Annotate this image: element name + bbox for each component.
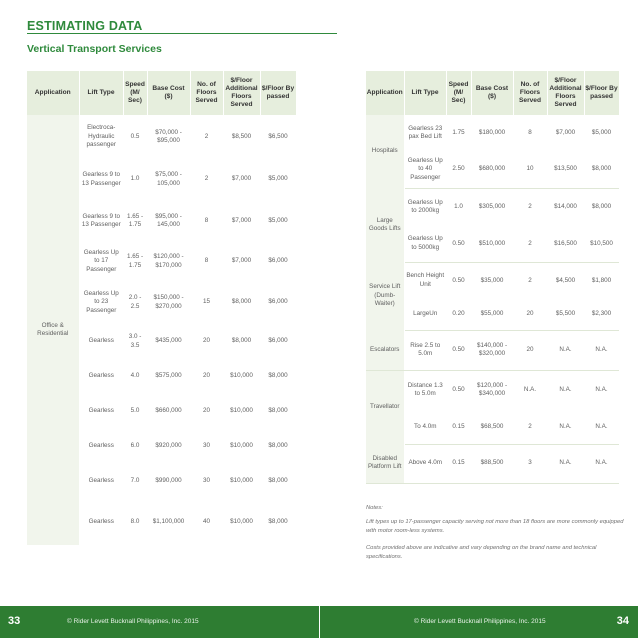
table-cell: $55,000	[471, 299, 513, 330]
table-cell: $8,000	[268, 477, 288, 485]
table-cell: 0.20	[446, 299, 471, 330]
table-cell: $6,000	[268, 257, 288, 265]
table-cell: 6.0	[130, 442, 140, 450]
table-cell: N.A.	[523, 386, 537, 393]
table-cell: 2	[513, 226, 547, 262]
table-cell: $68,500	[471, 410, 513, 444]
table-cell: $8,500	[231, 132, 252, 140]
application-cell: Service Lift (Dumb- Waiter)	[366, 262, 404, 330]
table-cell: N.A.	[547, 444, 584, 483]
table-cell: $5,500	[547, 299, 584, 330]
table-cell: $140,000 - $320,000	[471, 330, 513, 370]
page-number-right: 34	[616, 615, 629, 627]
column-header: $/Floor By passed	[260, 71, 296, 115]
table-cell: $575,000	[155, 372, 182, 380]
table-cell: 2.50	[446, 151, 471, 188]
table-row	[366, 330, 619, 370]
table-cell: 20	[202, 337, 210, 345]
table-cell: $7,000	[231, 175, 252, 183]
table-cell: Distance 1.3 to 5.0m	[407, 381, 443, 398]
table-cell: $660,000	[155, 407, 182, 415]
table-cell: $6,000	[268, 337, 288, 345]
table-cell: 1.0	[130, 175, 140, 183]
table-cell: 1.65 - 1.75	[126, 253, 144, 269]
table-cell: N.A.	[584, 330, 619, 370]
table-cell: $180,000	[478, 128, 506, 136]
table-row	[366, 188, 619, 226]
page-divider	[319, 606, 320, 638]
column-header: Application	[366, 71, 404, 115]
table-cell: LargeUn	[404, 299, 446, 330]
application-cell: Office & Residential	[27, 115, 79, 545]
table-cell: $14,000	[554, 203, 577, 210]
table-cell: $8,000	[268, 372, 288, 380]
table-cell: $16,500	[547, 226, 584, 262]
table-cell: 1.75	[452, 128, 465, 136]
table-row	[366, 410, 619, 444]
table-cell: 2	[528, 276, 532, 284]
copyright-left: © Rider Levett Bucknall Philippines, Inc. 2015	[67, 618, 199, 625]
table-cell: Gearless Up to 2000kg	[407, 198, 443, 215]
table-cell: 20	[202, 407, 210, 415]
table-cell: 30	[202, 477, 210, 485]
table-cell: Gearless	[88, 517, 114, 525]
table-cell: $10,000	[230, 517, 253, 525]
table-row	[366, 299, 619, 330]
table-cell: $70,000 - $95,000	[155, 128, 182, 144]
table-cell: $2,300	[584, 299, 619, 330]
table-cell: $7,000	[231, 216, 252, 224]
table-cell: 0.15	[446, 410, 471, 444]
table-cell: $435,000	[155, 337, 182, 345]
table-cell: 2	[513, 410, 547, 444]
table-row	[27, 115, 296, 159]
table-cell: 8	[528, 128, 532, 136]
table-cell: Gearless	[88, 477, 114, 485]
table-cell: $8,000	[231, 298, 252, 306]
table-cell: 20	[513, 330, 547, 370]
table-cell: $1,100,000	[152, 517, 185, 525]
copyright-right: © Rider Levett Bucknall Philippines, Inc. 2015	[414, 618, 546, 625]
table-cell: 3	[513, 444, 547, 483]
application-cell: Large Goods Lifts	[366, 188, 404, 262]
table-cell: 2	[204, 132, 209, 140]
table-cell: 1.0	[454, 203, 463, 210]
table-cell: 0.50	[446, 330, 471, 370]
header-row	[27, 71, 296, 115]
table-cell: 2	[204, 175, 209, 183]
table-cell: $990,000	[155, 477, 182, 485]
header-row	[366, 71, 619, 115]
table-cell: $35,000	[480, 276, 504, 284]
table-cell: Gearless 9 to 13 Passenger	[81, 212, 121, 228]
footer-bar	[0, 606, 638, 638]
table-row	[366, 444, 619, 483]
table-cell: 0.5	[130, 132, 140, 140]
table-cell: $10,000	[230, 372, 253, 380]
table-cell: $88,500	[471, 444, 513, 483]
table-cell: $150,000 - $270,000	[153, 294, 184, 310]
table-cell: Gearless 23 pax Bed Lift	[408, 124, 443, 140]
column-header: Lift Type	[404, 71, 446, 115]
table-cell: $7,000	[555, 128, 576, 136]
table-cell: N.A.	[559, 386, 572, 393]
table-cell: 0.50	[446, 226, 471, 262]
table-cell: 4.0	[130, 372, 140, 380]
column-header: Base Cost ($)	[471, 71, 513, 115]
table-cell: Gearless Up to 23 Passenger	[83, 289, 119, 314]
table-cell: Above 4.0m	[404, 444, 446, 483]
table-row	[366, 115, 619, 151]
table-cell: $10,000	[230, 477, 253, 485]
table-cell: 8	[204, 257, 209, 265]
note-item: Lift types up to 17-passenger capacity serving not more than 18 floors are more commonly equipped with motor room-less systems.	[366, 519, 624, 534]
table-cell: 2	[528, 203, 532, 210]
table-cell: $7,000	[231, 257, 252, 265]
table-cell: $1,800	[591, 276, 612, 284]
table-cell: $8,000	[268, 407, 288, 415]
table-cell: $13,500	[547, 151, 584, 188]
table-cell: Gearless Up to 5000kg	[404, 226, 446, 262]
table-cell: 0.15	[446, 444, 471, 483]
table-cell: $120,000 - $170,000	[153, 253, 184, 269]
table-cell: $10,500	[584, 226, 619, 262]
table-cell: 0.50	[452, 386, 465, 393]
table-cell: $305,000	[478, 203, 506, 210]
table-cell: Rise 2.5 to 5.0m	[404, 330, 446, 370]
table-row	[366, 370, 619, 410]
table-cell: 20	[513, 299, 547, 330]
table-cell: N.A.	[595, 386, 608, 393]
column-header: No. of Floors Served	[513, 71, 547, 115]
table-cell: Gearless Up to 17 Passenger	[83, 248, 119, 273]
column-header: Base Cost ($)	[147, 71, 190, 115]
table-cell: 1.65 - 1.75	[126, 212, 144, 228]
application-cell: Escalators	[366, 330, 404, 370]
table-row	[366, 226, 619, 262]
table-cell: $510,000	[471, 226, 513, 262]
page-number-left: 33	[8, 615, 21, 627]
table-cell: $5,000	[591, 128, 612, 136]
column-header: $/Floor By passed	[584, 71, 619, 115]
table-cell: $6,500	[268, 132, 288, 140]
table-cell: Gearless	[88, 442, 114, 450]
column-header: $/Floor Additional Floors Served	[547, 71, 584, 115]
column-header: $/Floor Additional Floors Served	[223, 71, 260, 115]
table-cell: 0.50	[452, 276, 465, 284]
table-cell: 40	[202, 517, 210, 525]
left-estimating-table	[27, 71, 297, 545]
table-cell: 10	[513, 151, 547, 188]
table-cell: 15	[202, 298, 210, 306]
table-cell: 8.0	[130, 517, 140, 525]
table-cell: $120,000 - $340,000	[476, 381, 508, 398]
table-cell: 3.0 - 3.5	[128, 333, 142, 349]
table-cell: 7.0	[130, 477, 140, 485]
page-title: ESTIMATING DATA	[27, 19, 143, 33]
table-row	[366, 151, 619, 188]
table-cell: $75,000 - 105,000	[155, 171, 182, 187]
note-item: Costs provided above are indicative and vary depending on the brand name and technical specifications.	[366, 545, 597, 560]
table-cell: $95,000 - 145,000	[155, 212, 182, 228]
table-cell: 20	[202, 372, 210, 380]
notes-title: Notes:	[366, 505, 383, 511]
table-cell: 30	[202, 442, 210, 450]
table-cell: Gearless Up to 40 Passenger	[404, 151, 446, 188]
section-subtitle: Vertical Transport Services	[27, 43, 162, 55]
table-cell: To 4.0m	[404, 410, 446, 444]
table-cell: N.A.	[547, 330, 584, 370]
table-cell: $8,000	[584, 151, 619, 188]
table-row	[366, 262, 619, 299]
table-cell: $10,000	[230, 407, 253, 415]
table-cell: N.A.	[547, 410, 584, 444]
table-cell: 2.0 - 2.5	[128, 294, 142, 310]
table-cell: Bench Height Unit	[406, 272, 445, 288]
table-cell: Gearless	[88, 337, 114, 345]
application-cell: Disabled Platform Lift	[366, 444, 404, 483]
table-cell: $6,000	[268, 298, 288, 306]
table-cell: $4,500	[555, 276, 576, 284]
table-cell: $5,000	[268, 216, 288, 224]
table-cell: $680,000	[471, 151, 513, 188]
table-cell: $920,000	[155, 442, 182, 450]
table-cell: N.A.	[584, 410, 619, 444]
column-header: Lift Type	[79, 71, 123, 115]
table-cell: $8,000	[591, 203, 612, 210]
table-cell: $8,000	[268, 442, 288, 450]
table-cell: Gearless 9 to 13 Passenger	[81, 171, 121, 187]
table-cell: Gearless	[88, 372, 114, 380]
table-cell: Gearless	[88, 407, 114, 415]
table-cell: 8	[204, 216, 209, 224]
column-header: Speed (M/ Sec)	[446, 71, 471, 115]
table-cell: $10,000	[230, 442, 253, 450]
table-cell: $8,000	[231, 337, 252, 345]
application-cell: Hospitals	[366, 115, 404, 188]
column-header: Application	[27, 71, 79, 115]
table-cell: $8,000	[268, 517, 288, 525]
table-cell: Electroca- Hydraulic passenger	[86, 124, 116, 149]
table-cell: $5,000	[268, 175, 288, 183]
application-cell: Travellator	[366, 370, 404, 444]
right-estimating-table	[366, 71, 620, 484]
table-cell: 5.0	[130, 407, 140, 415]
title-rule	[27, 33, 337, 34]
column-header: Speed (M/ Sec)	[123, 71, 147, 115]
table-cell: N.A.	[584, 444, 619, 483]
column-header: No. of Floors Served	[190, 71, 223, 115]
